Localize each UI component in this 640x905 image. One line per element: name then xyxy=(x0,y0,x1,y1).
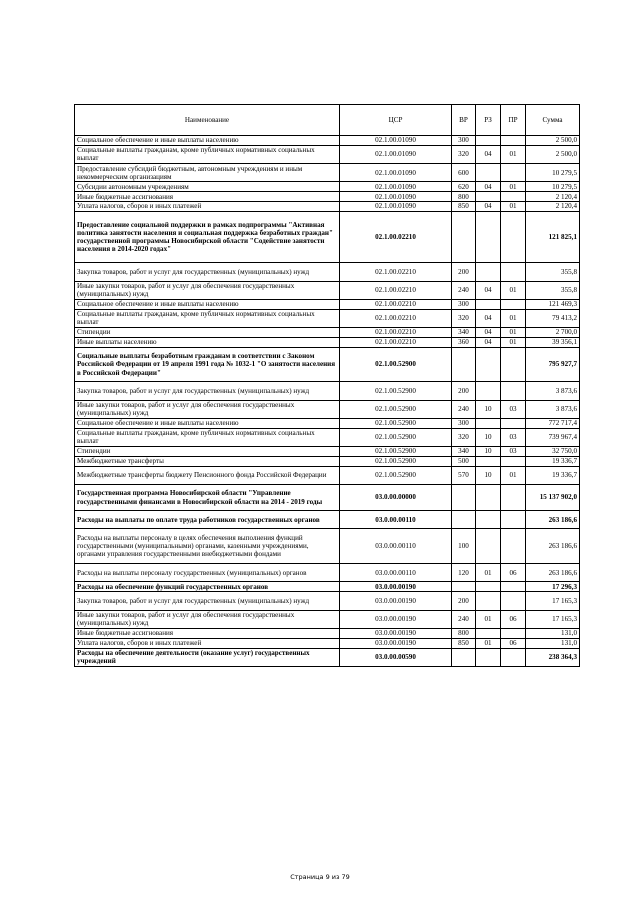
cell-vr: 300 xyxy=(452,136,476,146)
table-row xyxy=(75,484,580,511)
table-row xyxy=(75,610,580,628)
cell-rz xyxy=(476,628,501,638)
cell-csr: 03.0.00.00190 xyxy=(340,582,452,592)
cell-rz xyxy=(476,582,501,592)
cell-csr: 02.1.00.01090 xyxy=(340,164,452,182)
cell-rz xyxy=(476,382,501,400)
cell-pr: 01 xyxy=(501,337,526,347)
cell-vr xyxy=(452,511,476,529)
cell-vr: 500 xyxy=(452,456,476,466)
cell-name: Расходы на обеспечение функций государственных органов xyxy=(75,582,340,592)
cell-pr xyxy=(501,382,526,400)
cell-rz: 10 xyxy=(476,400,501,418)
cell-sum: 263 186,6 xyxy=(526,529,580,564)
cell-pr xyxy=(501,456,526,466)
cell-pr xyxy=(501,418,526,428)
table-row xyxy=(75,592,580,610)
cell-sum: 17 165,3 xyxy=(526,610,580,628)
cell-name: Социальные выплаты гражданам, кроме публичных нормативных социальных выплат xyxy=(75,145,340,163)
cell-sum: 3 873,6 xyxy=(526,382,580,400)
cell-sum: 355,8 xyxy=(526,263,580,281)
cell-sum: 10 279,5 xyxy=(526,164,580,182)
cell-rz xyxy=(476,511,501,529)
cell-pr: 06 xyxy=(501,564,526,582)
table-row xyxy=(75,281,580,299)
cell-rz: 01 xyxy=(476,638,501,648)
table-row xyxy=(75,456,580,466)
cell-csr: 02.1.00.52900 xyxy=(340,347,452,382)
cell-vr: 360 xyxy=(452,337,476,347)
cell-vr: 340 xyxy=(452,327,476,337)
cell-pr xyxy=(501,529,526,564)
cell-name: Субсидии автономным учреждениям xyxy=(75,182,340,192)
cell-name: Предоставление социальной поддержки в рамках подпрограммы "Активная политика занятости населения и социальная поддержка безработных граждан" государственной программы Новосибирской области "Содействие занятости населения в 2014-2020 годах" xyxy=(75,211,340,262)
cell-sum: 238 364,3 xyxy=(526,648,580,666)
cell-pr: 03 xyxy=(501,428,526,446)
cell-csr: 02.1.00.02210 xyxy=(340,211,452,262)
cell-csr: 03.0.00.00590 xyxy=(340,648,452,666)
cell-sum: 10 279,5 xyxy=(526,182,580,192)
cell-csr: 03.0.00.00190 xyxy=(340,610,452,628)
cell-rz xyxy=(476,211,501,262)
cell-vr xyxy=(452,347,476,382)
cell-vr: 240 xyxy=(452,400,476,418)
cell-sum: 355,8 xyxy=(526,281,580,299)
cell-csr: 02.1.00.52900 xyxy=(340,466,452,484)
table-row xyxy=(75,347,580,382)
table-row xyxy=(75,145,580,163)
cell-csr: 03.0.00.00110 xyxy=(340,529,452,564)
cell-vr: 100 xyxy=(452,529,476,564)
cell-sum: 2 120,4 xyxy=(526,202,580,212)
cell-pr xyxy=(501,192,526,202)
cell-csr: 02.1.00.52900 xyxy=(340,382,452,400)
cell-pr xyxy=(501,628,526,638)
cell-sum: 2 500,0 xyxy=(526,145,580,163)
cell-rz: 04 xyxy=(476,202,501,212)
table-row xyxy=(75,428,580,446)
cell-csr: 02.1.00.01090 xyxy=(340,145,452,163)
cell-pr: 01 xyxy=(501,466,526,484)
cell-rz: 01 xyxy=(476,610,501,628)
cell-name: Межбюджетные трансферты бюджету Пенсионного фонда Российской Федерации xyxy=(75,466,340,484)
cell-csr: 02.1.00.52900 xyxy=(340,456,452,466)
cell-csr: 03.0.00.00190 xyxy=(340,592,452,610)
cell-name: Закупка товаров, работ и услуг для государственных (муниципальных) нужд xyxy=(75,382,340,400)
cell-name: Социальные выплаты гражданам, кроме публичных нормативных социальных выплат xyxy=(75,428,340,446)
table-row xyxy=(75,582,580,592)
cell-vr: 850 xyxy=(452,202,476,212)
cell-name: Иные закупки товаров, работ и услуг для обеспечения государственных (муниципальных) нужд xyxy=(75,281,340,299)
cell-vr: 320 xyxy=(452,309,476,327)
header-rz: РЗ xyxy=(476,105,501,136)
table-row xyxy=(75,309,580,327)
cell-name: Уплата налогов, сборов и иных платежей xyxy=(75,638,340,648)
table-row xyxy=(75,327,580,337)
cell-name: Иные выплаты населению xyxy=(75,337,340,347)
cell-vr: 620 xyxy=(452,182,476,192)
cell-sum: 131,0 xyxy=(526,638,580,648)
cell-csr: 03.0.00.00190 xyxy=(340,628,452,638)
cell-csr: 03.0.00.00190 xyxy=(340,638,452,648)
table-row xyxy=(75,299,580,309)
cell-name: Иные закупки товаров, работ и услуг для обеспечения государственных (муниципальных) нужд xyxy=(75,400,340,418)
cell-sum: 263 186,6 xyxy=(526,511,580,529)
cell-csr: 02.1.00.02210 xyxy=(340,263,452,281)
cell-rz xyxy=(476,418,501,428)
cell-pr: 01 xyxy=(501,182,526,192)
cell-rz: 04 xyxy=(476,182,501,192)
cell-name: Предоставление субсидий бюджетным, автономным учреждениям и иным некоммерческим организациям xyxy=(75,164,340,182)
cell-rz: 04 xyxy=(476,309,501,327)
cell-rz xyxy=(476,347,501,382)
cell-pr: 01 xyxy=(501,281,526,299)
cell-vr: 600 xyxy=(452,164,476,182)
page-number: Страница 9 из 79 xyxy=(290,873,350,881)
cell-rz: 04 xyxy=(476,281,501,299)
cell-name: Расходы на выплаты по оплате труда работников государственных органов xyxy=(75,511,340,529)
table-row xyxy=(75,418,580,428)
cell-csr: 02.1.00.52900 xyxy=(340,446,452,456)
cell-rz xyxy=(476,164,501,182)
cell-pr xyxy=(501,592,526,610)
cell-pr: 01 xyxy=(501,309,526,327)
cell-pr xyxy=(501,263,526,281)
cell-sum: 32 750,0 xyxy=(526,446,580,456)
table-row xyxy=(75,564,580,582)
cell-vr: 850 xyxy=(452,638,476,648)
cell-pr: 06 xyxy=(501,638,526,648)
table-row xyxy=(75,400,580,418)
cell-vr: 200 xyxy=(452,592,476,610)
header-vr: ВР xyxy=(452,105,476,136)
cell-sum: 2 700,0 xyxy=(526,327,580,337)
cell-csr: 02.1.00.01090 xyxy=(340,182,452,192)
cell-rz xyxy=(476,136,501,146)
cell-csr: 02.1.00.01090 xyxy=(340,202,452,212)
cell-name: Межбюджетные трансферты xyxy=(75,456,340,466)
cell-name: Социальное обеспечение и иные выплаты населению xyxy=(75,136,340,146)
cell-rz xyxy=(476,192,501,202)
table-row xyxy=(75,211,580,262)
cell-pr: 01 xyxy=(501,145,526,163)
table-row xyxy=(75,182,580,192)
cell-pr: 03 xyxy=(501,400,526,418)
cell-name: Стипендии xyxy=(75,446,340,456)
cell-name: Закупка товаров, работ и услуг для государственных (муниципальных) нужд xyxy=(75,592,340,610)
cell-csr: 02.1.00.02210 xyxy=(340,309,452,327)
table-row xyxy=(75,648,580,666)
header-name: Наименование xyxy=(75,105,340,136)
cell-rz: 10 xyxy=(476,466,501,484)
cell-name: Социальное обеспечение и иные выплаты населению xyxy=(75,418,340,428)
cell-vr xyxy=(452,582,476,592)
table-body xyxy=(75,136,580,667)
table-row xyxy=(75,466,580,484)
cell-sum: 17 165,3 xyxy=(526,592,580,610)
cell-sum: 121 825,1 xyxy=(526,211,580,262)
cell-pr xyxy=(501,164,526,182)
cell-rz: 04 xyxy=(476,327,501,337)
table-row xyxy=(75,192,580,202)
cell-name: Социальные выплаты гражданам, кроме публичных нормативных социальных выплат xyxy=(75,309,340,327)
cell-sum: 131,0 xyxy=(526,628,580,638)
cell-pr: 01 xyxy=(501,202,526,212)
cell-rz xyxy=(476,299,501,309)
cell-vr: 200 xyxy=(452,382,476,400)
cell-pr xyxy=(501,484,526,511)
cell-csr: 03.0.00.00110 xyxy=(340,564,452,582)
cell-pr: 01 xyxy=(501,327,526,337)
cell-vr: 340 xyxy=(452,446,476,456)
cell-sum: 79 413,2 xyxy=(526,309,580,327)
cell-csr: 02.1.00.02210 xyxy=(340,327,452,337)
cell-name: Иные закупки товаров, работ и услуг для обеспечения государственных (муниципальных) нужд xyxy=(75,610,340,628)
cell-pr xyxy=(501,211,526,262)
cell-vr: 800 xyxy=(452,192,476,202)
table-row xyxy=(75,263,580,281)
cell-csr: 02.1.00.52900 xyxy=(340,400,452,418)
cell-pr xyxy=(501,347,526,382)
cell-pr xyxy=(501,582,526,592)
cell-name: Социальные выплаты безработным гражданам в соответствии с Законом Российской Федерации от 19 апреля 1991 года № 1032-1 "О занятости населения в Российской Федерации" xyxy=(75,347,340,382)
cell-name: Закупка товаров, работ и услуг для государственных (муниципальных) нужд xyxy=(75,263,340,281)
cell-csr: 02.1.00.52900 xyxy=(340,428,452,446)
cell-sum: 2 120,4 xyxy=(526,192,580,202)
cell-name: Иные бюджетные ассигнования xyxy=(75,628,340,638)
table-row xyxy=(75,202,580,212)
cell-pr xyxy=(501,511,526,529)
cell-sum: 15 137 902,0 xyxy=(526,484,580,511)
cell-csr: 02.1.00.02210 xyxy=(340,337,452,347)
cell-vr: 240 xyxy=(452,281,476,299)
cell-rz: 10 xyxy=(476,446,501,456)
cell-pr xyxy=(501,136,526,146)
cell-rz xyxy=(476,529,501,564)
cell-csr: 02.1.00.02210 xyxy=(340,299,452,309)
cell-name: Социальное обеспечение и иные выплаты населению xyxy=(75,299,340,309)
table-header-row xyxy=(75,105,580,136)
cell-name: Расходы на выплаты персоналу в целях обеспечения выполнения функций государственными (муниципальными) органами, казенными учреждениями, органами управления государственными внебюджетными фондами xyxy=(75,529,340,564)
cell-sum: 772 717,4 xyxy=(526,418,580,428)
cell-rz xyxy=(476,592,501,610)
cell-vr: 570 xyxy=(452,466,476,484)
cell-sum: 3 873,6 xyxy=(526,400,580,418)
cell-name: Расходы на обеспечение деятельности (оказание услуг) государственных учреждений xyxy=(75,648,340,666)
cell-pr: 03 xyxy=(501,446,526,456)
cell-sum: 39 356,1 xyxy=(526,337,580,347)
cell-vr xyxy=(452,484,476,511)
cell-sum: 795 927,7 xyxy=(526,347,580,382)
cell-sum: 17 296,3 xyxy=(526,582,580,592)
cell-sum: 19 336,7 xyxy=(526,466,580,484)
cell-sum: 263 186,6 xyxy=(526,564,580,582)
cell-sum: 739 967,4 xyxy=(526,428,580,446)
cell-vr: 240 xyxy=(452,610,476,628)
cell-rz xyxy=(476,263,501,281)
table-row xyxy=(75,529,580,564)
cell-vr xyxy=(452,211,476,262)
cell-sum: 121 469,3 xyxy=(526,299,580,309)
cell-name: Иные бюджетные ассигнования xyxy=(75,192,340,202)
cell-vr: 300 xyxy=(452,418,476,428)
cell-pr xyxy=(501,648,526,666)
table-row xyxy=(75,628,580,638)
table-row xyxy=(75,136,580,146)
cell-sum: 19 336,7 xyxy=(526,456,580,466)
cell-vr: 320 xyxy=(452,145,476,163)
cell-csr: 03.0.00.00110 xyxy=(340,511,452,529)
cell-vr: 800 xyxy=(452,628,476,638)
cell-rz xyxy=(476,456,501,466)
cell-rz xyxy=(476,484,501,511)
table-row xyxy=(75,511,580,529)
cell-vr: 320 xyxy=(452,428,476,446)
table-row xyxy=(75,638,580,648)
cell-rz: 10 xyxy=(476,428,501,446)
cell-name: Государственная программа Новосибирской области "Управление государственными финансами в Новосибирской области на 2014 - 2019 годы xyxy=(75,484,340,511)
cell-csr: 02.1.00.52900 xyxy=(340,418,452,428)
cell-csr: 03.0.00.00000 xyxy=(340,484,452,511)
table-row xyxy=(75,337,580,347)
cell-rz: 01 xyxy=(476,564,501,582)
cell-vr: 200 xyxy=(452,263,476,281)
cell-csr: 02.1.00.01090 xyxy=(340,192,452,202)
table-row xyxy=(75,446,580,456)
header-pr: ПР xyxy=(501,105,526,136)
table-row xyxy=(75,164,580,182)
cell-rz xyxy=(476,648,501,666)
cell-rz: 04 xyxy=(476,145,501,163)
cell-csr: 02.1.00.01090 xyxy=(340,136,452,146)
cell-name: Уплата налогов, сборов и иных платежей xyxy=(75,202,340,212)
cell-pr xyxy=(501,299,526,309)
cell-vr xyxy=(452,648,476,666)
cell-name: Стипендии xyxy=(75,327,340,337)
cell-name: Расходы на выплаты персоналу государственных (муниципальных) органов xyxy=(75,564,340,582)
table-row xyxy=(75,382,580,400)
cell-vr: 300 xyxy=(452,299,476,309)
cell-csr: 02.1.00.02210 xyxy=(340,281,452,299)
budget-table xyxy=(74,104,580,667)
header-sum: Сумма xyxy=(526,105,580,136)
cell-vr: 120 xyxy=(452,564,476,582)
cell-rz: 04 xyxy=(476,337,501,347)
header-csr: ЦСР xyxy=(340,105,452,136)
cell-pr: 06 xyxy=(501,610,526,628)
cell-sum: 2 500,0 xyxy=(526,136,580,146)
